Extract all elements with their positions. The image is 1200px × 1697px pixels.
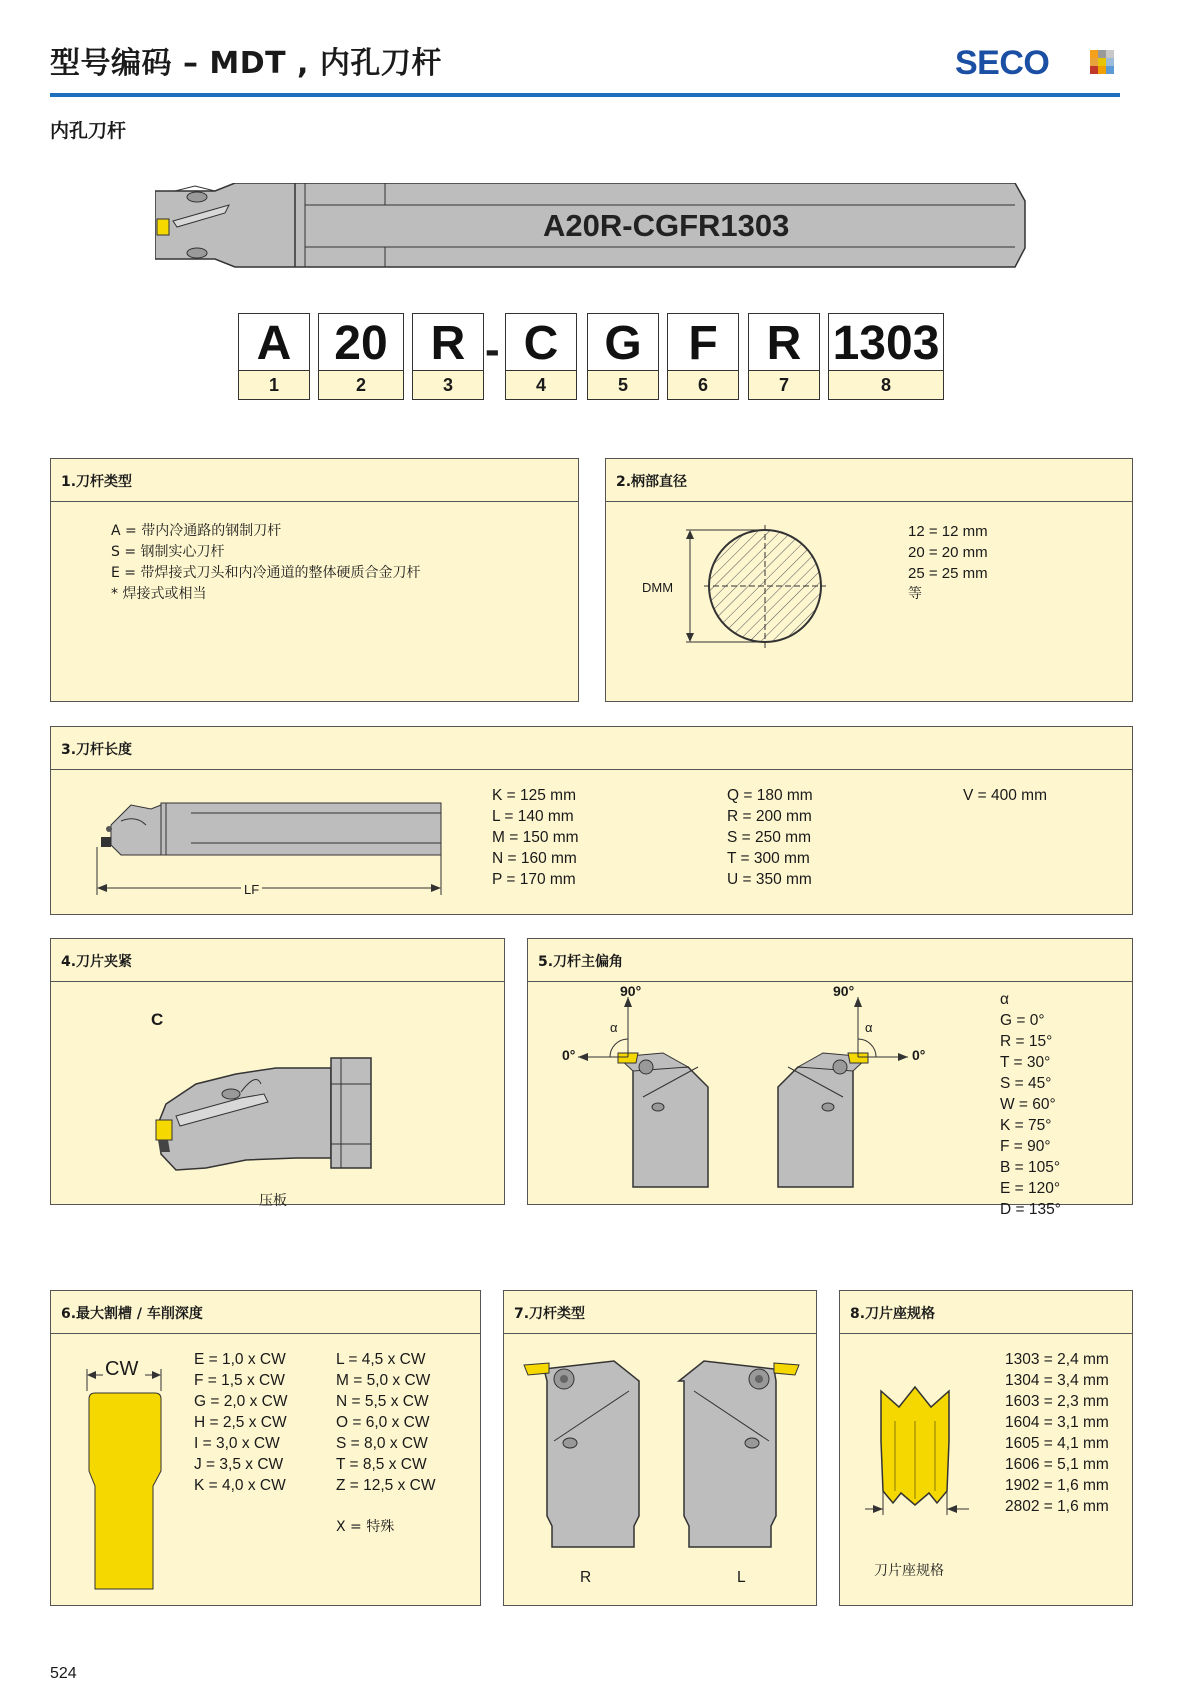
list-item: * 焊接式或相当 (111, 586, 207, 602)
seat-size-caption: 刀片座规格 (874, 1563, 944, 1579)
code-index: 5 (617, 375, 628, 395)
alpha-right: α (865, 1020, 873, 1035)
code-box-5 (587, 313, 659, 400)
list-item: A = 带内冷通路的钢制刀杆 (111, 523, 282, 539)
list-item: G = 0° (1000, 1012, 1045, 1029)
clamp-caption: 压板 (259, 1193, 287, 1209)
depth-list-col2 (336, 1349, 436, 1496)
code-letter: R (413, 314, 483, 371)
lf-label: LF (241, 879, 262, 900)
list-item: L = 4,5 x CW (336, 1351, 426, 1368)
list-item: E = 120° (1000, 1180, 1061, 1197)
list-item: F = 1,5 x CW (194, 1372, 285, 1389)
code-letter: 20 (319, 314, 403, 371)
list-item: O = 6,0 x CW (336, 1414, 430, 1431)
list-item: 等 (908, 586, 922, 602)
list-item: 2802 = 1,6 mm (1005, 1498, 1109, 1515)
panel-max-depth (50, 1290, 481, 1606)
code-letter: G (588, 314, 658, 371)
list-item: N = 160 mm (492, 850, 577, 867)
seat-size-list (1005, 1349, 1109, 1517)
page-number: 524 (50, 1665, 77, 1682)
panel-title: 8.刀片座规格 (850, 1306, 936, 1322)
list-item: E = 1,0 x CW (194, 1351, 286, 1368)
angle-90-right: 90° (833, 983, 855, 999)
diameter-list (908, 521, 988, 605)
list-item: 1603 = 2,3 mm (1005, 1393, 1109, 1410)
code-index: 8 (880, 375, 891, 395)
angle-0-right: 0° (912, 1047, 926, 1063)
code-letter: C (506, 314, 576, 371)
list-item: M = 150 mm (492, 829, 579, 846)
list-item: D = 135° (1000, 1201, 1061, 1218)
list-item: F = 90° (1000, 1138, 1051, 1155)
length-list-col2 (727, 785, 813, 890)
list-item: J = 3,5 x CW (194, 1456, 284, 1473)
code-letter: F (668, 314, 738, 371)
code-index: 3 (442, 375, 453, 395)
cw-label: CW (105, 1358, 139, 1380)
code-box-1 (238, 313, 310, 400)
list-item: G = 2,0 x CW (194, 1393, 288, 1410)
panel-insert-clamping (50, 938, 505, 1209)
list-item: 25 = 25 mm (908, 565, 988, 582)
code-letter: R (749, 314, 819, 371)
list-item: T = 30° (1000, 1054, 1051, 1071)
code-letter: A (239, 314, 309, 371)
approach-angle-diagram (548, 987, 918, 1199)
list-item: 1605 = 4,1 mm (1005, 1435, 1109, 1452)
panel-holder-type (50, 458, 579, 702)
list-item: S = 45° (1000, 1075, 1052, 1092)
list-item: K = 75° (1000, 1117, 1052, 1134)
length-list-col3 (963, 785, 1047, 806)
list-item: 1604 = 3,1 mm (1005, 1414, 1109, 1431)
angle-90-left: 90° (620, 983, 642, 999)
panel-shank-diameter (605, 458, 1133, 702)
code-index: 1 (268, 375, 279, 395)
bar-length-diagram (91, 785, 461, 901)
list-item: S = 钢制实心刀杆 (111, 544, 225, 560)
list-item: K = 4,0 x CW (194, 1477, 286, 1494)
list-item: α (1000, 991, 1009, 1008)
code-box-2 (318, 313, 404, 400)
list-item: 1303 = 2,4 mm (1005, 1351, 1109, 1368)
code-letter: 1303 (829, 314, 943, 371)
seco-logo-icon (1090, 50, 1114, 74)
list-item: 12 = 12 mm (908, 523, 988, 540)
code-box-8 (828, 313, 944, 400)
panel-title: 3.刀杆长度 (61, 742, 133, 758)
cutting-width-diagram (81, 1351, 181, 1596)
panel-seat-size (839, 1290, 1133, 1606)
panel-title: 4.刀片夹紧 (61, 954, 133, 970)
panel-bar-length (50, 726, 1133, 915)
clamping-code: C (151, 1010, 164, 1029)
hand-diagram (514, 1351, 809, 1561)
code-separator: - (485, 325, 500, 374)
list-item: H = 2,5 x CW (194, 1414, 287, 1431)
list-item: I = 3,0 x CW (194, 1435, 280, 1452)
list-item: P = 170 mm (492, 871, 576, 888)
holder-type-list (111, 521, 420, 605)
dmm-label: DMM (642, 580, 674, 595)
list-item: V = 400 mm (963, 787, 1047, 804)
seco-logo: SECO (955, 44, 1050, 82)
hand-r-label: R (580, 1569, 592, 1586)
code-index: 6 (697, 375, 708, 395)
header-rule (50, 93, 1120, 97)
panel-title: 6.最大割槽 / 车削深度 (61, 1306, 203, 1322)
clamp-diagram (146, 1054, 466, 1179)
list-item: 1902 = 1,6 mm (1005, 1477, 1109, 1494)
angle-list (1000, 989, 1061, 1220)
list-item: S = 8,0 x CW (336, 1435, 428, 1452)
panel-approach-angle (527, 938, 1133, 1218)
list-item: L = 140 mm (492, 808, 574, 825)
depth-special: X = 特殊 (336, 1519, 395, 1535)
list-item: U = 350 mm (727, 871, 812, 888)
alpha-left: α (610, 1020, 618, 1035)
list-item: M = 5,0 x CW (336, 1372, 431, 1389)
list-item: S = 250 mm (727, 829, 811, 846)
depth-list-col1 (194, 1349, 287, 1496)
list-item: W = 60° (1000, 1096, 1056, 1113)
list-item: N = 5,5 x CW (336, 1393, 429, 1410)
list-item: Z = 12,5 x CW (336, 1477, 436, 1494)
code-box-3 (412, 313, 484, 400)
code-index: 7 (778, 375, 789, 395)
section-subtitle: 内孔刀杆 (50, 120, 127, 142)
panel-title: 1.刀杆类型 (61, 474, 133, 490)
insert-seat-diagram (865, 1381, 975, 1521)
list-item: R = 15° (1000, 1033, 1053, 1050)
list-item: K = 125 mm (492, 787, 576, 804)
list-item: T = 300 mm (727, 850, 810, 867)
list-item: R = 200 mm (727, 808, 812, 825)
code-box-4 (505, 313, 577, 400)
hand-l-label: L (737, 1569, 746, 1586)
list-item: B = 105° (1000, 1159, 1061, 1176)
panel-hand (503, 1290, 817, 1606)
panel-title: 7.刀杆类型 (514, 1306, 586, 1322)
page-title: 型号编码 – MDT , 内孔刀杆 (50, 46, 442, 81)
list-item: Q = 180 mm (727, 787, 813, 804)
code-index: 4 (535, 375, 546, 395)
list-item: T = 8,5 x CW (336, 1456, 427, 1473)
code-index: 2 (355, 375, 366, 395)
code-box-7 (748, 313, 820, 400)
length-list-col1 (492, 785, 579, 890)
panel-title: 2.柄部直径 (616, 474, 688, 490)
list-item: E = 带焊接式刀头和内冷通道的整体硬质合金刀杆 (111, 565, 421, 581)
shank-section-diagram (666, 521, 826, 661)
angle-0-left: 0° (562, 1047, 576, 1063)
tool-code-label: A20R-CGFR1303 (543, 208, 790, 243)
panel-title: 5.刀杆主偏角 (538, 954, 624, 970)
list-item: 20 = 20 mm (908, 544, 988, 561)
code-box-6 (667, 313, 739, 400)
list-item: 1606 = 5,1 mm (1005, 1456, 1109, 1473)
list-item: 1304 = 3,4 mm (1005, 1372, 1109, 1389)
